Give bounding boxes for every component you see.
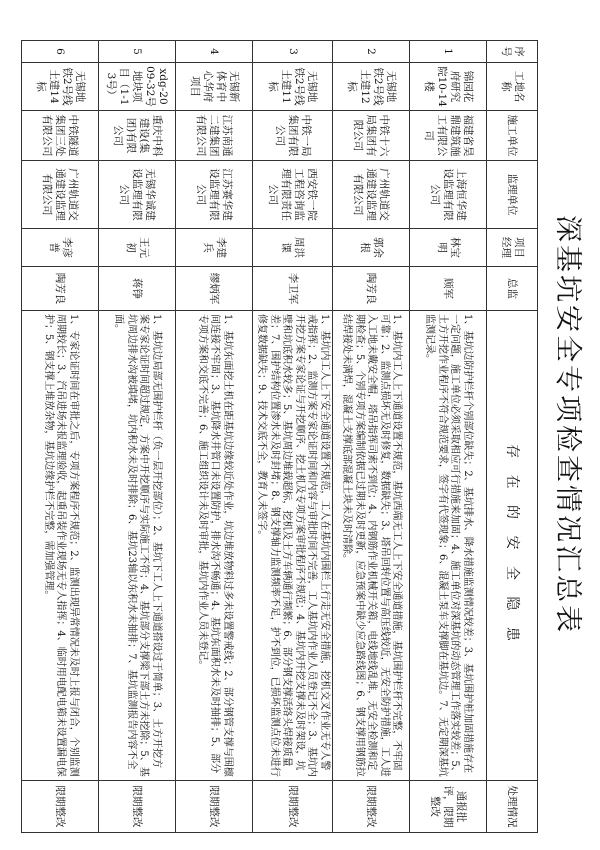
header-supervisor: 监理单位 (487, 161, 538, 229)
row-result: 限期整改 (22, 781, 99, 833)
row-chief-supervisor: 缪炳军 (176, 267, 253, 311)
row-contractor: 中铁十六局集团有限公司 (333, 111, 410, 161)
header-project-manager: 项目经理 (487, 229, 538, 267)
row-hazards: 1、基坑内工人上下通道设置不规范，基坑西端无工人上下安全通道措施，基坑围护栏杆不完整，不牢固可靠；2、监测点损坏无及时修复，数据缺失；3、塔吊回转位置与高压线较近，无安全防护措施，工人进入工地未戴安全帽，塔吊指挥司索不到位；4、内钢筋作业机械开关箱，电线地线乱堆，无安全检测和定期检查；5、个别专项方案编制依据已过期未及时更新，应急预案中缺少应急路线图；6、钢支撑用钢筋拉结焊接处未满焊，混凝土支撑底部混凝土块未及时清除。 (333, 311, 410, 781)
row-no: 6 (22, 41, 99, 63)
header-row (487, 41, 538, 833)
table-row (176, 41, 253, 833)
row-no: 4 (176, 41, 253, 63)
row-hazards: 1、基坑内工人上下安全通道设置不规范，工人在基坑内围栏上行走无安全措施，挖机交叉作业无专人警戒指挥；2、监测方案专家论证时间和内容与审批时间不完善，工人基坑内作业人员登记不全；3、基坑内开挖方案专家论证与开挖顺序、挖土机及专项方案审批程序不规范；4、基坑内开挖支撑未及时架设，坑壁和坑底积水较多；5、基坑周边堆载超标，挖机及土方车辆通行频繁；6、部分钢支撑活络头焊接质量差；7、围护结构位置渗水未及时封堵；8、钢支撑轴力监测频率不足，护不到位，已损坏监测点位未进行修复数据缺失；9、技术交底不全，教育人未签字。 (253, 311, 333, 781)
row-result: 限期整改 (253, 781, 333, 833)
row-supervisor: 江苏赛华建设监理有限公司 (176, 161, 253, 229)
table-row (253, 41, 333, 833)
row-no: 5 (99, 41, 176, 63)
row-project-manager: 李建兵 (176, 229, 253, 267)
header-project: 工地名称 (487, 63, 538, 111)
row-contractor: 中铁一局集团有限公司 (253, 111, 333, 161)
header-chief-supervisor: 总监 (487, 267, 538, 311)
row-result: 通报批评，限期整改 (410, 781, 487, 833)
row-chief-supervisor: 李卫军 (253, 267, 333, 311)
row-chief-supervisor: 顾军 (410, 267, 487, 311)
row-project-manager: 李彦普 (22, 229, 99, 267)
header-hazards: 存 在 的 安 全 隐 患 (487, 311, 538, 781)
row-contractor: 重庆中科建设(集团)有限公司 (99, 111, 176, 161)
row-project-manager: 王元初 (99, 229, 176, 267)
row-chief-supervisor: 陶芳良 (333, 267, 410, 311)
row-result: 限期整改 (333, 781, 410, 833)
row-hazards: 1、基坑边防护栏杆个别部位缺失；2、基坑排水、降水措施监测情况较差；3、基坑围护桩加固措施存在一定问题，施工单位必须采取相应可行措施来加固；4、施工单位对深基坑的动态管理工作落实较差；5、土方开挖作业程序不符合规范要求，签字有代签现象；6、混凝土泵车支撑脚在基坑边。7、无定期深基坑监测记录。 (410, 311, 487, 781)
row-contractor: 福建省昊鼎建筑施工有限公司 (410, 111, 487, 161)
row-project: 无锡地铁2号线土建11标 (253, 63, 333, 111)
row-project: 无锡地铁2号线土建14标 (22, 63, 99, 111)
table-row (99, 41, 176, 833)
row-supervisor: 广州轨道交通建设监理有限公司 (333, 161, 410, 229)
table-row (333, 41, 410, 833)
document-title: 深基坑安全专项检查情况汇总表 (552, 215, 583, 635)
row-contractor: 江苏南通二建集团有限公司 (176, 111, 253, 161)
header-no: 序号 (487, 41, 538, 63)
row-project-manager: 周洪课 (253, 229, 333, 267)
row-project: 无锡新体育中心华府项目 (176, 63, 253, 111)
row-supervisor: 西安铁一院工程咨询监理有限责任公司 (253, 161, 333, 229)
row-project: 锦园花府研究院10-14楼 (410, 63, 487, 111)
table-row (22, 41, 99, 833)
row-no: 2 (333, 41, 410, 63)
row-hazards: 1、专家论证时间在审批之后，专项方案程序不规范；2、监测出现异常情况未及时上报与闭合，个别监测周期较长；3、汽吊进场未报监理验收，起重吊装作业现场无专人指挥；4、临时用电配电箱未设置漏电保护；5、钢支撑上堆放杂物，基坑边缘护栏不完整，需加强管理。 (22, 311, 99, 781)
row-supervisor: 广州轨道交通建设监理有限公司 (22, 161, 99, 229)
header-contractor: 施工单位 (487, 111, 538, 161)
row-contractor: 中铁隧道集团三处有限公司 (22, 111, 99, 161)
row-hazards: 1、基坑东面挖土机在距基坑边缘较近处作业，坑边堆放物料过多未设置警戒线；2、部分钢管支撑与围檩间连接不牢固；3、基坑降水井管口未设置防护，排水沟不畅通；4、基坑东面积水未及时抽排；5、部分专项方案和交底不完善；6、施工组织设计未及时审批，基坑内作业人员未登记。 (176, 311, 253, 781)
row-no: 3 (253, 41, 333, 63)
header-result: 处理情况 (487, 781, 538, 833)
row-project: 无锡地铁2号线土建12标 (333, 63, 410, 111)
row-result: 限期整改 (176, 781, 253, 833)
row-project: xdg-2009-32号地块项目（1-13号） (99, 63, 176, 111)
row-supervisor: 上海恒华建设监理有限公司 (410, 161, 487, 229)
table-row (410, 41, 487, 833)
row-supervisor: 无锡华诚建设监理有限公司 (99, 161, 176, 229)
row-project-manager: 郭余根 (333, 229, 410, 267)
row-chief-supervisor: 陶芳良 (22, 267, 99, 311)
row-hazards: 1、基坑边局部无围护栏杆（负一层开挖部位）；2、基坑下工人上下通道搭设过于简单；3、土方开挖方案专家论证时间超过规定，方案中开挖顺序与实际施工不符；4、基坑部分支撑梁下部土方未挖除；5、基坑周边排水沟被填堵，坑内积水未及时排除；6、基坑23轴以东积水未抽排；7、基坑监测报告内容不全面。 (99, 311, 176, 781)
inspection-summary-table (21, 40, 538, 833)
row-no: 1 (410, 41, 487, 63)
row-chief-supervisor: 蒋铮 (99, 267, 176, 311)
row-result: 限期整改 (99, 781, 176, 833)
row-project-manager: 林宝明 (410, 229, 487, 267)
